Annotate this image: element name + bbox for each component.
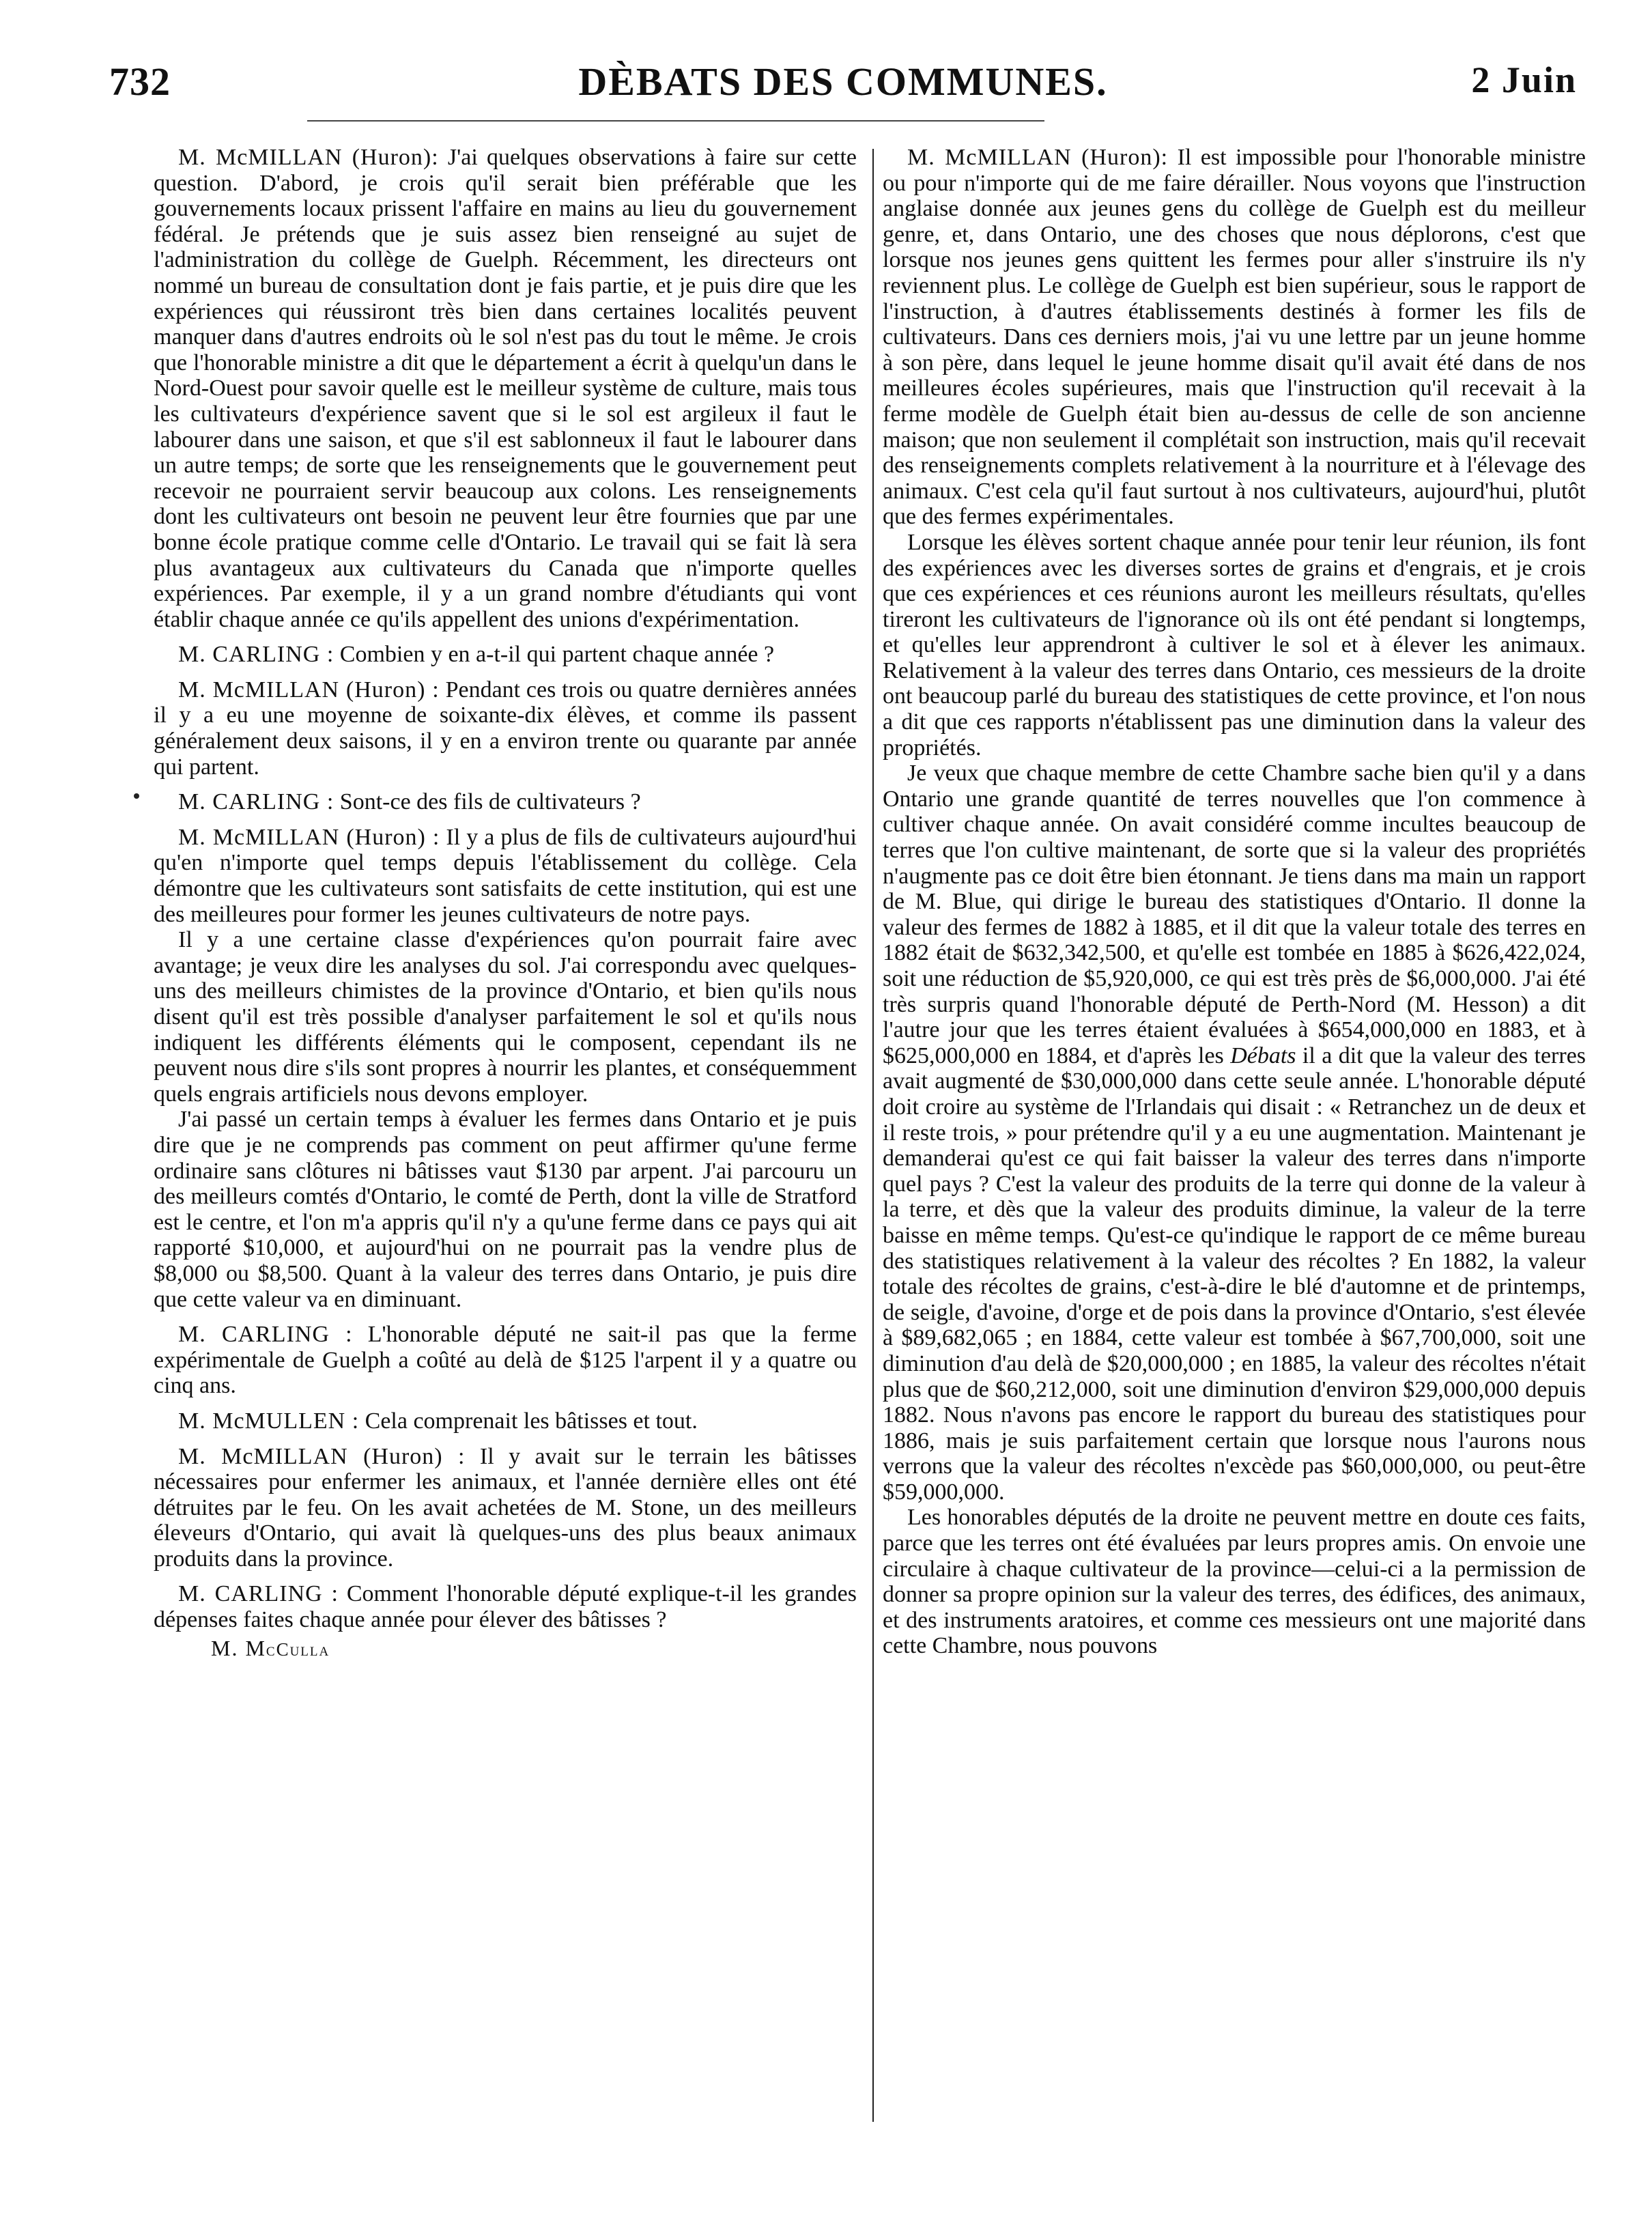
header-rule xyxy=(307,120,1044,122)
speech-text: Comment l'honorable député explique-t-il les grandes dépenses faites chaque année pour élever des bâtisses ? xyxy=(154,1581,857,1633)
speech-text: Sont-ce des fils de cultivateurs ? xyxy=(339,789,641,815)
italic-term: Débats xyxy=(1230,1042,1296,1068)
speaker-name: M. McMILLAN (Huron) : xyxy=(178,677,440,702)
speaker-name: M. McMILLAN (Huron) : xyxy=(178,824,440,850)
page-number: 732 xyxy=(109,59,171,104)
speech-text: Cela comprenait les bâtisses et tout. xyxy=(365,1408,698,1434)
body-paragraph: Lorsque les élèves sortent chaque année pour tenir leur réunion, ils font des expériences avec les diverses sortes de grains et d'engrais, et je crois que ces expériences et ces réunions auront les meilleurs résultats, qu'elles tireront les cultivateurs de l'ignorance où ils ont été pendant si longtemps, et qu'elles leur apprendront à cultiver le sol et à élever les animaux. Relativement à la valeur des terres dans Ontario, ces messieurs de la droite ont beaucoup parlé du bureau des statistiques de cette province, et l'on nous a dit que ces rapports n'établissent pas une diminution dans la valeur des propriétés. xyxy=(883,529,1586,761)
speech-paragraph xyxy=(154,145,857,632)
header-date: 2 Juin xyxy=(1471,59,1577,100)
speech-text: Il y avait sur le terrain les bâtisses nécessaires pour enfermer les animaux, et l'année dernière elles ont été détruites par le feu. On les avait achetées de M. Stone, un des meilleurs éleveurs d'Ontario, qui avait là quelques-uns des plus beaux animaux produits dans la province. xyxy=(154,1443,857,1572)
speech-paragraph xyxy=(154,1408,857,1434)
speech-text: L'honorable député ne sait-il pas que la ferme expérimentale de Guelph a coûté au delà de $125 l'arpent il y a quatre ou cinq ans. xyxy=(154,1322,857,1399)
speech-paragraph xyxy=(154,825,857,927)
speech-paragraph xyxy=(883,145,1586,530)
right-column xyxy=(883,145,1586,1659)
speech-paragraph xyxy=(154,1444,857,1572)
speaker-name: M. CARLING : xyxy=(178,789,334,815)
body-text: il a dit que la valeur des terres avait augmenté de $30,000,000 dans cette seule année. L'honorable député doit croire au système de l'Irlandais qui disait : « Retranchez un de deux et il reste trois, » pour prétendre qu'il y a eu une augmentation. Maintenant je demanderai qu'est ce qui fait baisser la valeur des terres dans n'importe quel pays ? C'est la valeur des produits de la terre qui donne de la valeur à la terre, et dès que la valeur des produits diminue, la valeur de la terre baisse en même temps. Qu'est-ce qu'indique le rapport de ce même bureau des statistiques relativement à la valeur des récoltes ? En 1882, la valeur totale des récoltes de grains, c'est-à-dire le blé d'automne et de printemps, de seigle, d'avoine, d'orge et de pois dans la province d'Ontario, s'est élevée à $89,682,065 ; en 1884, cette valeur est tombée à $67,700,000, soit une diminution d'au delà de $20,000,000 ; en 1885, la valeur des récoltes n'était plus que de $60,212,000, soit une diminution d'environ $29,000,000 depuis 1882. Nous n'avons pas encore le rapport du bureau des statistiques pour 1886, mais je suis parfaitement certain que lorsque nous l'aurons nous verrons que la valeur des récoltes n'excède pas $60,000,000, ou peut-être $59,000,000. xyxy=(883,1042,1586,1505)
signature-smallcaps: cCulla xyxy=(266,1638,330,1660)
speaker-name: M. McMILLAN (Huron): xyxy=(907,145,1169,170)
speech-paragraph xyxy=(154,677,857,780)
left-column xyxy=(154,145,857,1662)
speech-text: J'ai quelques observations à faire sur cette question. D'abord, je crois qu'il serait bien préférable que les gouvernements locaux prissent l'affaire en mains au lieu du gouvernement fédéral. Je prétends que je suis assez bien renseigné au sujet de l'administration du collège de Guelph. Récemment, les directeurs ont nommé un bureau de consultation dont je fais partie, et je puis dire que les expériences qui réussiront très bien dans certaines localités peuvent manquer dans d'autres endroits où le sol n'est pas du tout le même. Je crois que l'honorable ministre a dit que le département a écrit à quelqu'un dans le Nord-Ouest pour savoir quelle est le meilleur système de culture, mais tous les cultivateurs d'expérience savent que si le sol est argileux il faut le labourer dans une saison, et que s'il est sablonneux il faut le labourer dans un autre temps; de sorte que les renseignements que le gouvernement peut recevoir ne pourraient servir beaucoup aux colons. Les renseignements dont les cultivateurs ont besoin ne peuvent leur être fournies que par une bonne école pratique comme celle d'Ontario. Le travail qui se fait là sera plus avantageux aux cultivateurs du Canada que n'importe quelles expériences. Par exemple, il y a un grand nombre d'étudiants qui vont établir chaque année ce qu'ils appellent des unions d'expérimentation. xyxy=(154,145,857,632)
speaker-name: M. CARLING : xyxy=(178,642,334,668)
next-speaker-signature xyxy=(211,1636,857,1663)
speech-paragraph xyxy=(154,1581,857,1632)
body-text: Je veux que chaque membre de cette Chambre sache bien qu'il y a dans Ontario une grande quantité de terres nouvelles que l'on commence à cultiver chaque année. On avait considéré comme incultes beaucoup de terres que l'on cultive maintenant, de sorte que si la valeur des propriétés n'augmente pas ce doit être bien étonnant. Je tiens dans ma main un rapport de M. Blue, qui dirige le bureau des statistiques d'Ontario. Il donne la valeur des fermes de 1882 à 1885, et il dit que la valeur totale des terres en 1882 était de $632,342,500, et qu'elle est tombée en 1885 à $626,422,024, soit une réduction de $5,920,000, ce qui est très près de $6,000,000. J'ai été très surpris quand l'honorable député de Perth-Nord (M. Hesson) a dit l'autre jour que les terres étaient évaluées à $654,000,000 en 1883, et à $625,000,000 en 1884, et d'après les xyxy=(883,761,1586,1068)
speech-text: Pendant ces trois ou quatre dernières années il y a eu une moyenne de soixante-dix élèves, et comme ils passent généralement deux saisons, il y en a environ trente ou quarante par année qui partent. xyxy=(154,677,857,780)
column-divider xyxy=(872,149,874,2122)
speech-paragraph xyxy=(154,642,857,668)
speaker-name: M. McMILLAN (Huron): xyxy=(178,145,439,170)
speaker-name: M. McMILLAN (Huron) : xyxy=(178,1443,466,1469)
signature-prefix: M. M xyxy=(211,1635,266,1660)
body-paragraph: Il y a une certaine classe d'expériences qu'on pourrait faire avec avantage; je veux dire les analyses du sol. J'ai correspondu avec quelques-uns des meilleurs chimistes de la province d'Ontario, et bien qu'ils nous disent qu'il est très possible d'analyser parfaitement le sol et qu'ils nous indiquent les différents éléments qui le composent, cependant ils ne peuvent nous dire s'ils sont propres à nourrir les plantes, et conséquemment quels engrais artificiels nous devons employer. xyxy=(154,927,857,1107)
speaker-name: M. McMULLEN : xyxy=(178,1408,360,1434)
running-header xyxy=(109,59,1577,113)
speech-text: Combien y en a-t-il qui partent chaque année ? xyxy=(339,642,775,668)
body-paragraph xyxy=(883,761,1586,1505)
speech-text: Il y a plus de fils de cultivateurs aujourd'hui qu'en n'importe quel temps depuis l'établissement du collège. Cela démontre que les cultivateurs sont satisfaits de cette institution, qui est une des meilleures pour former les jeunes cultivateurs de notre pays. xyxy=(154,824,857,927)
speech-paragraph xyxy=(154,789,857,815)
speech-text: Il est impossible pour l'honorable ministre ou pour n'importe qui de me faire dérailler. Nous voyons que l'instruction anglaise donnée aux jeunes gens du collège de Guelph est du meilleur genre, et, dans Ontario, une des choses que nous déplorons, c'est que lorsque nos jeunes gens quittent les fermes pour aller s'instruire ils n'y reviennent plus. Le collège de Guelph est bien supérieur, sous le rapport de l'instruction, à d'autres établissements destinés à former les fils de cultivateurs. Dans ces derniers mois, j'ai vu une lettre par un jeune homme à son père, dans lequel le jeune homme disait qu'il avait été dans de nos meilleures écoles supérieures, mais que l'instruction qu'il recevait à la ferme modèle de Guelph était bien au-dessus de celle de son ancienne maison; que non seulement il complétait son instruction, mais qu'il recevait des renseignements complets relativement à la nourriture et à l'élevage des animaux. C'est cela qu'il faut surtout à nos cultivateurs, aujourd'hui, plutôt que des fermes expérimentales. xyxy=(883,145,1586,530)
body-paragraph: J'ai passé un certain temps à évaluer les fermes dans Ontario et je puis dire que je ne comprends pas comment on peut affirmer qu'une ferme ordinaire sans clôtures ni bâtisses vaut $130 par arpent. J'ai parcouru un des meilleurs comtés d'Ontario, le comté de Perth, dont la ville de Stratford est le centre, et l'on m'a appris qu'il n'y a qu'une ferme dans ce pays qui ait rapporté $10,000, et aujourd'hui on ne pourrait pas la vendre plus de $8,000 ou $8,500. Quant à la valeur des terres dans Ontario, je puis dire que cette valeur va en diminuant. xyxy=(154,1107,857,1312)
body-paragraph: Les honorables députés de la droite ne peuvent mettre en doute ces faits, parce que les terres ont été évaluées par leurs propres amis. On envoie une circulaire à chaque cultivateur de la province—celui-ci a la permission de donner sa propre opinion sur la valeur des terres, des édifices, des animaux, et des instruments aratoires, et comme ces messieurs ont une majorité dans cette Chambre, nous pouvons xyxy=(883,1505,1586,1659)
speaker-name: M. CARLING : xyxy=(178,1581,339,1607)
running-title: DÈBATS DES COMMUNES. xyxy=(578,59,1108,104)
speech-paragraph xyxy=(154,1322,857,1399)
margin-dot xyxy=(134,793,139,799)
speaker-name: M. CARLING : xyxy=(178,1322,353,1348)
